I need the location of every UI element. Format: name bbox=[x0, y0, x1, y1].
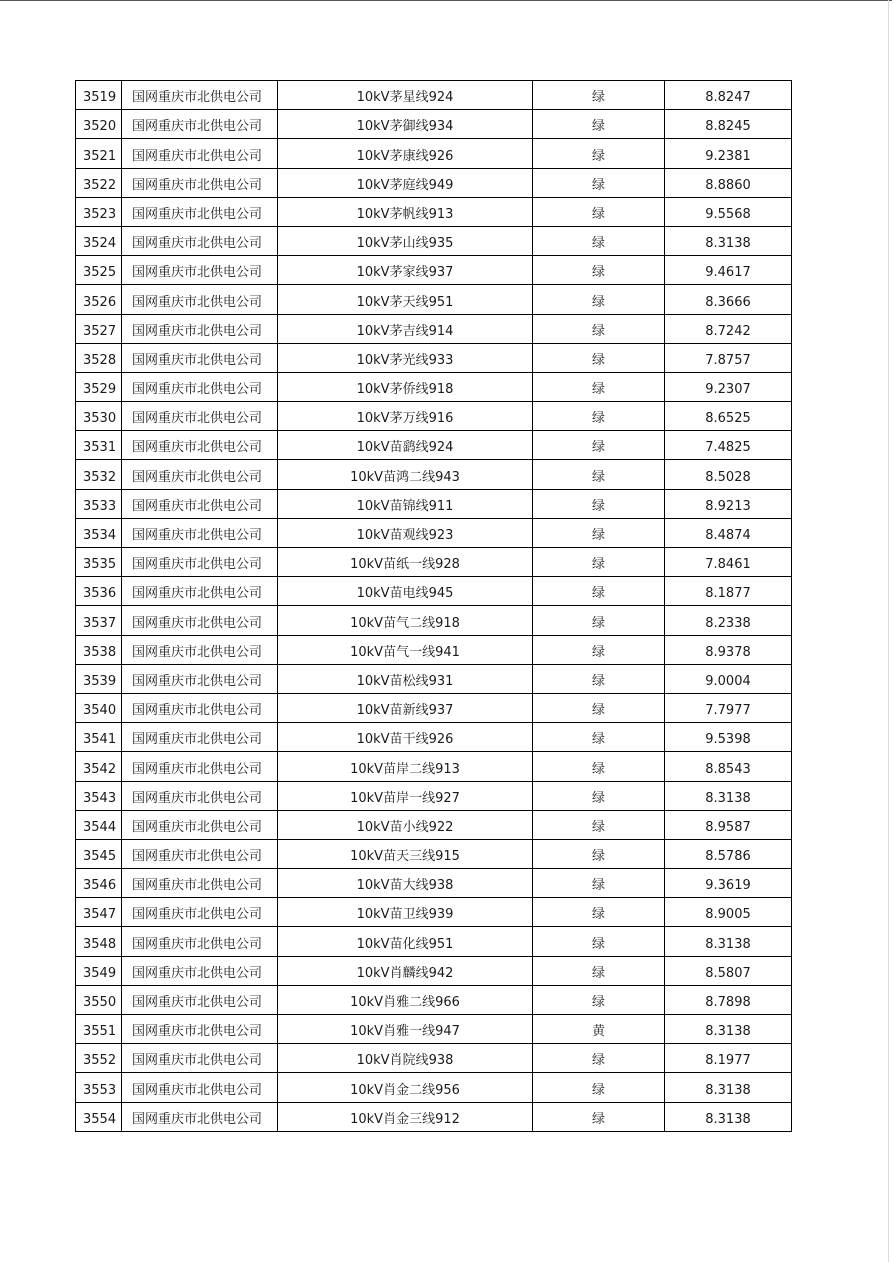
status-color-cell: 绿 bbox=[533, 606, 665, 635]
row-number-cell: 3536 bbox=[76, 577, 122, 606]
table-row bbox=[76, 577, 792, 606]
status-color-cell: 绿 bbox=[533, 810, 665, 839]
score-value-cell: 8.7898 bbox=[665, 985, 792, 1014]
company-cell: 国网重庆市北供电公司 bbox=[122, 431, 278, 460]
score-value-cell: 8.3138 bbox=[665, 1102, 792, 1131]
company-cell: 国网重庆市北供电公司 bbox=[122, 168, 278, 197]
row-number-cell: 3528 bbox=[76, 343, 122, 372]
row-number-cell: 3533 bbox=[76, 489, 122, 518]
row-number-cell: 3548 bbox=[76, 927, 122, 956]
row-number-cell: 3521 bbox=[76, 139, 122, 168]
table-row bbox=[76, 518, 792, 547]
status-color-cell: 绿 bbox=[533, 285, 665, 314]
feeder-line-cell: 10kV茅帆线913 bbox=[278, 197, 533, 226]
status-color-cell: 绿 bbox=[533, 256, 665, 285]
status-color-cell: 绿 bbox=[533, 577, 665, 606]
feeder-line-cell: 10kV苗电线945 bbox=[278, 577, 533, 606]
score-value-cell: 7.4825 bbox=[665, 431, 792, 460]
company-cell: 国网重庆市北供电公司 bbox=[122, 956, 278, 985]
table-row bbox=[76, 1044, 792, 1073]
row-number-cell: 3527 bbox=[76, 314, 122, 343]
feeder-line-cell: 10kV茅天线951 bbox=[278, 285, 533, 314]
table-row bbox=[76, 431, 792, 460]
table-row bbox=[76, 460, 792, 489]
feeder-line-cell: 10kV苗干线926 bbox=[278, 723, 533, 752]
row-number-cell: 3531 bbox=[76, 431, 122, 460]
company-cell: 国网重庆市北供电公司 bbox=[122, 343, 278, 372]
feeder-line-cell: 10kV苗小线922 bbox=[278, 810, 533, 839]
table-row bbox=[76, 606, 792, 635]
status-color-cell: 绿 bbox=[533, 723, 665, 752]
feeder-line-cell: 10kV苗大线938 bbox=[278, 869, 533, 898]
row-number-cell: 3545 bbox=[76, 839, 122, 868]
table-row bbox=[76, 285, 792, 314]
table-row bbox=[76, 723, 792, 752]
score-value-cell: 8.3138 bbox=[665, 226, 792, 255]
status-color-cell: 绿 bbox=[533, 927, 665, 956]
feeder-line-cell: 10kV苗天三线915 bbox=[278, 839, 533, 868]
status-color-cell: 绿 bbox=[533, 1044, 665, 1073]
feeder-line-cell: 10kV茅万线916 bbox=[278, 402, 533, 431]
row-number-cell: 3546 bbox=[76, 869, 122, 898]
row-number-cell: 3539 bbox=[76, 664, 122, 693]
feeder-line-cell: 10kV苗化线951 bbox=[278, 927, 533, 956]
feeder-line-cell: 10kV茅康线926 bbox=[278, 139, 533, 168]
table-row bbox=[76, 139, 792, 168]
company-cell: 国网重庆市北供电公司 bbox=[122, 693, 278, 722]
row-number-cell: 3532 bbox=[76, 460, 122, 489]
status-color-cell: 绿 bbox=[533, 372, 665, 401]
table-row bbox=[76, 752, 792, 781]
company-cell: 国网重庆市北供电公司 bbox=[122, 1015, 278, 1044]
status-color-cell: 绿 bbox=[533, 635, 665, 664]
feeder-line-cell: 10kV苗纸一线928 bbox=[278, 548, 533, 577]
company-cell: 国网重庆市北供电公司 bbox=[122, 489, 278, 518]
status-color-cell: 绿 bbox=[533, 518, 665, 547]
score-value-cell: 9.4617 bbox=[665, 256, 792, 285]
table-row bbox=[76, 693, 792, 722]
table-row bbox=[76, 927, 792, 956]
score-value-cell: 8.7242 bbox=[665, 314, 792, 343]
score-value-cell: 7.8757 bbox=[665, 343, 792, 372]
feeder-line-cell: 10kV茅星线924 bbox=[278, 81, 533, 110]
score-value-cell: 8.5028 bbox=[665, 460, 792, 489]
company-cell: 国网重庆市北供电公司 bbox=[122, 577, 278, 606]
company-cell: 国网重庆市北供电公司 bbox=[122, 664, 278, 693]
table-row bbox=[76, 81, 792, 110]
feeder-line-cell: 10kV肖麟线942 bbox=[278, 956, 533, 985]
company-cell: 国网重庆市北供电公司 bbox=[122, 81, 278, 110]
score-value-cell: 8.3138 bbox=[665, 927, 792, 956]
company-cell: 国网重庆市北供电公司 bbox=[122, 723, 278, 752]
status-color-cell: 绿 bbox=[533, 869, 665, 898]
feeder-line-cell: 10kV肖金三线912 bbox=[278, 1102, 533, 1131]
table-row bbox=[76, 343, 792, 372]
row-number-cell: 3550 bbox=[76, 985, 122, 1014]
status-color-cell: 绿 bbox=[533, 110, 665, 139]
company-cell: 国网重庆市北供电公司 bbox=[122, 226, 278, 255]
row-number-cell: 3538 bbox=[76, 635, 122, 664]
score-value-cell: 8.2338 bbox=[665, 606, 792, 635]
status-color-cell: 绿 bbox=[533, 139, 665, 168]
company-cell: 国网重庆市北供电公司 bbox=[122, 752, 278, 781]
company-cell: 国网重庆市北供电公司 bbox=[122, 372, 278, 401]
status-color-cell: 绿 bbox=[533, 1073, 665, 1102]
score-value-cell: 8.5807 bbox=[665, 956, 792, 985]
company-cell: 国网重庆市北供电公司 bbox=[122, 402, 278, 431]
status-color-cell: 绿 bbox=[533, 839, 665, 868]
score-value-cell: 9.3619 bbox=[665, 869, 792, 898]
row-number-cell: 3530 bbox=[76, 402, 122, 431]
feeder-line-cell: 10kV苗气二线918 bbox=[278, 606, 533, 635]
row-number-cell: 3535 bbox=[76, 548, 122, 577]
feeder-line-cell: 10kV苗鸿二线943 bbox=[278, 460, 533, 489]
row-number-cell: 3519 bbox=[76, 81, 122, 110]
feeder-line-cell: 10kV苗新线937 bbox=[278, 693, 533, 722]
company-cell: 国网重庆市北供电公司 bbox=[122, 985, 278, 1014]
status-color-cell: 绿 bbox=[533, 664, 665, 693]
company-cell: 国网重庆市北供电公司 bbox=[122, 1073, 278, 1102]
table-row bbox=[76, 664, 792, 693]
company-cell: 国网重庆市北供电公司 bbox=[122, 927, 278, 956]
table-row bbox=[76, 168, 792, 197]
table-body bbox=[76, 81, 792, 1132]
score-value-cell: 8.8860 bbox=[665, 168, 792, 197]
table-row bbox=[76, 898, 792, 927]
score-value-cell: 7.8461 bbox=[665, 548, 792, 577]
company-cell: 国网重庆市北供电公司 bbox=[122, 869, 278, 898]
status-color-cell: 绿 bbox=[533, 693, 665, 722]
status-color-cell: 绿 bbox=[533, 81, 665, 110]
page-right-edge bbox=[888, 0, 889, 1262]
status-color-cell: 绿 bbox=[533, 1102, 665, 1131]
table-row bbox=[76, 314, 792, 343]
score-value-cell: 8.1877 bbox=[665, 577, 792, 606]
feeder-line-cell: 10kV苗卫线939 bbox=[278, 898, 533, 927]
company-cell: 国网重庆市北供电公司 bbox=[122, 810, 278, 839]
row-number-cell: 3544 bbox=[76, 810, 122, 839]
feeder-line-cell: 10kV茅山线935 bbox=[278, 226, 533, 255]
company-cell: 国网重庆市北供电公司 bbox=[122, 314, 278, 343]
score-value-cell: 7.7977 bbox=[665, 693, 792, 722]
company-cell: 国网重庆市北供电公司 bbox=[122, 606, 278, 635]
score-value-cell: 8.9005 bbox=[665, 898, 792, 927]
status-color-cell: 黄 bbox=[533, 1015, 665, 1044]
table-row bbox=[76, 372, 792, 401]
status-color-cell: 绿 bbox=[533, 431, 665, 460]
company-cell: 国网重庆市北供电公司 bbox=[122, 197, 278, 226]
feeder-line-cell: 10kV肖院线938 bbox=[278, 1044, 533, 1073]
score-value-cell: 8.5786 bbox=[665, 839, 792, 868]
status-color-cell: 绿 bbox=[533, 898, 665, 927]
status-color-cell: 绿 bbox=[533, 314, 665, 343]
score-value-cell: 8.1977 bbox=[665, 1044, 792, 1073]
score-value-cell: 8.6525 bbox=[665, 402, 792, 431]
feeder-line-cell: 10kV苗观线923 bbox=[278, 518, 533, 547]
score-value-cell: 8.8245 bbox=[665, 110, 792, 139]
row-number-cell: 3542 bbox=[76, 752, 122, 781]
score-value-cell: 9.2381 bbox=[665, 139, 792, 168]
score-value-cell: 8.3138 bbox=[665, 781, 792, 810]
status-color-cell: 绿 bbox=[533, 956, 665, 985]
score-value-cell: 9.5398 bbox=[665, 723, 792, 752]
score-value-cell: 8.3666 bbox=[665, 285, 792, 314]
table-row bbox=[76, 635, 792, 664]
row-number-cell: 3554 bbox=[76, 1102, 122, 1131]
row-number-cell: 3541 bbox=[76, 723, 122, 752]
company-cell: 国网重庆市北供电公司 bbox=[122, 139, 278, 168]
company-cell: 国网重庆市北供电公司 bbox=[122, 1044, 278, 1073]
company-cell: 国网重庆市北供电公司 bbox=[122, 460, 278, 489]
company-cell: 国网重庆市北供电公司 bbox=[122, 256, 278, 285]
status-color-cell: 绿 bbox=[533, 548, 665, 577]
row-number-cell: 3526 bbox=[76, 285, 122, 314]
table-row bbox=[76, 839, 792, 868]
feeder-line-cell: 10kV苗锦线911 bbox=[278, 489, 533, 518]
row-number-cell: 3543 bbox=[76, 781, 122, 810]
table-row bbox=[76, 810, 792, 839]
company-cell: 国网重庆市北供电公司 bbox=[122, 781, 278, 810]
table-row bbox=[76, 402, 792, 431]
status-color-cell: 绿 bbox=[533, 781, 665, 810]
row-number-cell: 3551 bbox=[76, 1015, 122, 1044]
status-color-cell: 绿 bbox=[533, 343, 665, 372]
score-value-cell: 8.8543 bbox=[665, 752, 792, 781]
status-color-cell: 绿 bbox=[533, 402, 665, 431]
table-row bbox=[76, 226, 792, 255]
row-number-cell: 3553 bbox=[76, 1073, 122, 1102]
status-color-cell: 绿 bbox=[533, 985, 665, 1014]
table-row bbox=[76, 1073, 792, 1102]
feeder-line-cell: 10kV苗气一线941 bbox=[278, 635, 533, 664]
status-color-cell: 绿 bbox=[533, 197, 665, 226]
table-row bbox=[76, 781, 792, 810]
page-top-rule bbox=[0, 0, 892, 1]
feeder-line-cell: 10kV苗岸二线913 bbox=[278, 752, 533, 781]
score-value-cell: 9.2307 bbox=[665, 372, 792, 401]
row-number-cell: 3524 bbox=[76, 226, 122, 255]
feeder-line-cell: 10kV肖金二线956 bbox=[278, 1073, 533, 1102]
feeder-line-cell: 10kV茅光线933 bbox=[278, 343, 533, 372]
status-color-cell: 绿 bbox=[533, 460, 665, 489]
score-value-cell: 8.3138 bbox=[665, 1015, 792, 1044]
row-number-cell: 3552 bbox=[76, 1044, 122, 1073]
status-color-cell: 绿 bbox=[533, 752, 665, 781]
status-color-cell: 绿 bbox=[533, 489, 665, 518]
row-number-cell: 3529 bbox=[76, 372, 122, 401]
table-row bbox=[76, 1102, 792, 1131]
company-cell: 国网重庆市北供电公司 bbox=[122, 635, 278, 664]
feeder-line-cell: 10kV肖雅二线966 bbox=[278, 985, 533, 1014]
row-number-cell: 3549 bbox=[76, 956, 122, 985]
company-cell: 国网重庆市北供电公司 bbox=[122, 898, 278, 927]
feeder-line-cell: 10kV肖雅一线947 bbox=[278, 1015, 533, 1044]
score-value-cell: 9.0004 bbox=[665, 664, 792, 693]
score-value-cell: 8.9378 bbox=[665, 635, 792, 664]
status-color-cell: 绿 bbox=[533, 226, 665, 255]
row-number-cell: 3522 bbox=[76, 168, 122, 197]
score-value-cell: 9.5568 bbox=[665, 197, 792, 226]
table-row bbox=[76, 956, 792, 985]
table-row bbox=[76, 256, 792, 285]
table-row bbox=[76, 489, 792, 518]
table-row bbox=[76, 985, 792, 1014]
company-cell: 国网重庆市北供电公司 bbox=[122, 518, 278, 547]
score-value-cell: 8.9213 bbox=[665, 489, 792, 518]
company-cell: 国网重庆市北供电公司 bbox=[122, 110, 278, 139]
feeder-line-cell: 10kV茅庭线949 bbox=[278, 168, 533, 197]
feeder-line-cell: 10kV茅侨线918 bbox=[278, 372, 533, 401]
row-number-cell: 3537 bbox=[76, 606, 122, 635]
feeder-line-cell: 10kV茅家线937 bbox=[278, 256, 533, 285]
feeder-line-cell: 10kV苗岸一线927 bbox=[278, 781, 533, 810]
score-value-cell: 8.4874 bbox=[665, 518, 792, 547]
score-value-cell: 8.8247 bbox=[665, 81, 792, 110]
company-cell: 国网重庆市北供电公司 bbox=[122, 548, 278, 577]
feeder-line-cell: 10kV茅吉线914 bbox=[278, 314, 533, 343]
row-number-cell: 3540 bbox=[76, 693, 122, 722]
table-row bbox=[76, 869, 792, 898]
table-row bbox=[76, 548, 792, 577]
feeder-rating-table bbox=[75, 80, 792, 1132]
company-cell: 国网重庆市北供电公司 bbox=[122, 285, 278, 314]
score-value-cell: 8.9587 bbox=[665, 810, 792, 839]
row-number-cell: 3534 bbox=[76, 518, 122, 547]
feeder-line-cell: 10kV茅御线934 bbox=[278, 110, 533, 139]
table-row bbox=[76, 197, 792, 226]
feeder-line-cell: 10kV苗松线931 bbox=[278, 664, 533, 693]
feeder-line-cell: 10kV苗鹞线924 bbox=[278, 431, 533, 460]
row-number-cell: 3520 bbox=[76, 110, 122, 139]
table-row bbox=[76, 110, 792, 139]
company-cell: 国网重庆市北供电公司 bbox=[122, 839, 278, 868]
row-number-cell: 3525 bbox=[76, 256, 122, 285]
row-number-cell: 3523 bbox=[76, 197, 122, 226]
table-row bbox=[76, 1015, 792, 1044]
row-number-cell: 3547 bbox=[76, 898, 122, 927]
status-color-cell: 绿 bbox=[533, 168, 665, 197]
score-value-cell: 8.3138 bbox=[665, 1073, 792, 1102]
company-cell: 国网重庆市北供电公司 bbox=[122, 1102, 278, 1131]
